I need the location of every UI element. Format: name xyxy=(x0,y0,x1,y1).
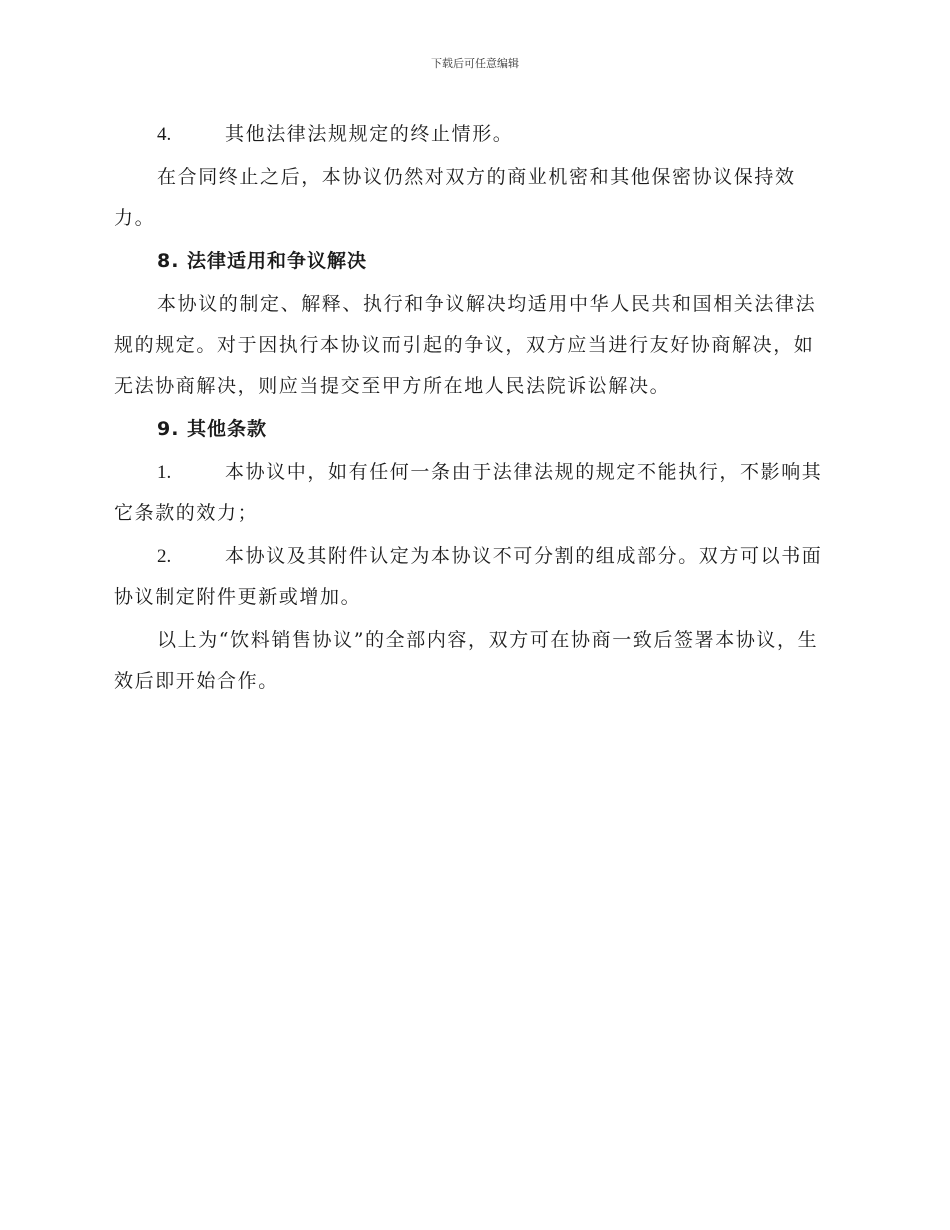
closing-paragraph: 以上为“饮料销售协议”的全部内容，双方可在协商一致后签署本协议，生效后即开始合作。 xyxy=(114,629,819,692)
section-9-item-1 xyxy=(114,452,834,534)
item-number: 2. xyxy=(157,546,172,567)
item-text: 其他法律法规规定的终止情形。 xyxy=(225,123,514,145)
item-number: 1. xyxy=(157,462,172,483)
item-number: 4. xyxy=(157,124,172,145)
termination-item-4 xyxy=(114,114,834,155)
section-8-heading: 8. 法律适用和争议解决 xyxy=(157,250,368,272)
document-body xyxy=(114,114,834,704)
section-8-paragraph: 本协议的制定、解释、执行和争议解决均适用中华人民共和国相关法律法规的规定。对于因执行本协议而引起的争议，双方应当进行友好协商解决，如无法协商解决，则应当提交至甲方所在地人民法院诉讼解决。 xyxy=(114,293,817,397)
item-text: 本协议及其附件认定为本协议不可分割的组成部分。双方可以书面协议制定附件更新或增加。 xyxy=(114,545,823,608)
section-9-item-2 xyxy=(114,536,834,618)
page-header: 下载后可任意编辑 xyxy=(431,57,519,70)
item-text: 本协议中，如有任何一条由于法律法规的规定不能执行，不影响其它条款的效力； xyxy=(114,461,823,524)
paragraph-after-termination: 在合同终止之后，本协议仍然对双方的商业机密和其他保密协议保持效力。 xyxy=(114,166,796,229)
section-9-heading: 9. 其他条款 xyxy=(157,418,268,440)
